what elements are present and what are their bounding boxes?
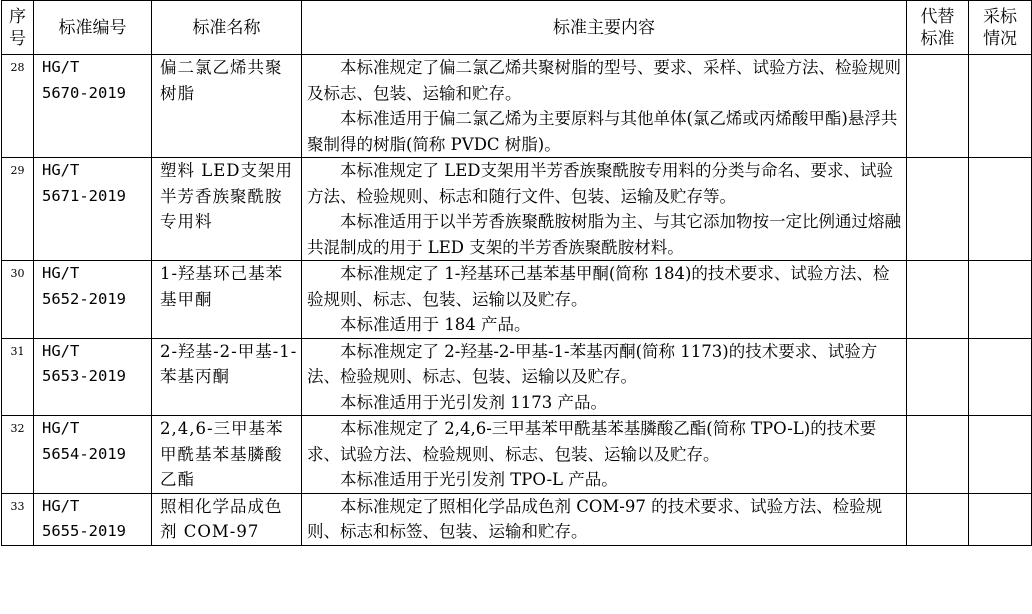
standard-content (302, 493, 907, 545)
replaces-standard (907, 158, 969, 261)
header-replaces-label: 代替 标准 (920, 6, 955, 49)
header-name-label: 标准名称 (192, 17, 261, 38)
standard-code-text: HG/T 5671-2019 (42, 161, 126, 205)
row-number-text: 33 (10, 499, 25, 513)
standard-name (152, 416, 302, 494)
header-name (152, 1, 302, 55)
content-paragraph: 本标准规定了 2-羟基-2-甲基-1-苯基丙酮(简称 1173)的技术要求、试验方法、检验规则、标志、包装、运输以及贮存。 (307, 341, 878, 386)
table-row (2, 261, 1032, 339)
header-replaces (907, 1, 969, 55)
row-number-text: 32 (10, 422, 25, 435)
content-paragraph: 本标准规定了照相化学品成色剂 COM-97 的技术要求、试验方法、检验规则、标志和标签、包装、运输和贮存。 (307, 496, 883, 541)
standard-content (302, 55, 907, 158)
standard-name-text: 偏二氯乙烯共聚树脂 (160, 58, 283, 103)
content-paragraph: 本标准规定了 2,4,6-三甲基苯甲酰基苯基膦酸乙酯(简称 TPO-L)的技术要求、试验方法、检验规则、标志、包装、运输以及贮存。 (307, 419, 877, 464)
standard-name-text: 2-羟基-2-甲基-1-苯基丙酮 (160, 341, 298, 386)
standard-name (152, 338, 302, 416)
standard-name-text: 1-羟基环己基苯基甲酮 (160, 264, 284, 309)
content-paragraph: 本标准适用于 184 产品。 (340, 315, 531, 334)
replaces-standard (907, 261, 969, 339)
header-adoption-label: 采标 情况 (983, 6, 1017, 49)
content-paragraph: 本标准规定了偏二氯乙烯共聚树脂的型号、要求、采样、试验方法、检验规则及标志、包装、运输和贮存。 (307, 58, 901, 103)
content-paragraph: 本标准规定了 1-羟基环己基苯基甲酮(简称 184)的技术要求、试验方法、检验规则、标志、包装、运输以及贮存。 (307, 264, 890, 309)
adoption-status (969, 338, 1032, 416)
standard-content (302, 261, 907, 339)
adoption-status (969, 493, 1032, 545)
standard-code (34, 338, 152, 416)
table-row (2, 55, 1032, 158)
content-paragraph: 本标准适用于以半芳香族聚酰胺树脂为主、与其它添加物按一定比例通过熔融共混制成的用于 LED 支架的半芳香族聚酰胺材料。 (307, 212, 901, 257)
adoption-status (969, 261, 1032, 339)
header-code-label: 标准编号 (58, 17, 127, 38)
header-code (34, 1, 152, 55)
standard-code (34, 416, 152, 494)
standard-code (34, 158, 152, 261)
standard-name (152, 158, 302, 261)
row-number (2, 55, 34, 158)
standard-name-text: 塑料 LED支架用半芳香族聚酰胺专用料 (160, 161, 293, 231)
standard-content (302, 416, 907, 494)
content-paragraph: 本标准适用于光引发剂 1173 产品。 (340, 392, 607, 412)
row-number (2, 493, 34, 545)
standard-code-text: HG/T 5652-2019 (42, 264, 126, 308)
table-row (2, 338, 1032, 416)
replaces-standard (907, 338, 969, 416)
standard-code (34, 261, 152, 339)
standard-code-text: HG/T 5653-2019 (42, 341, 126, 385)
table-row (2, 493, 1032, 545)
table-row (2, 416, 1032, 494)
standard-code (34, 55, 152, 158)
row-number (2, 261, 34, 339)
header-row (2, 1, 1032, 55)
standard-code-text: HG/T 5654-2019 (42, 419, 126, 463)
row-number-text: 29 (10, 164, 25, 177)
adoption-status (969, 55, 1032, 158)
standard-code-text: HG/T 5655-2019 (42, 496, 126, 540)
row-number-text: 30 (10, 267, 25, 280)
replaces-standard (907, 55, 969, 158)
replaces-standard (907, 416, 969, 494)
standard-name-text: 照相化学品成色剂 COM-97 (160, 496, 283, 541)
row-number-text: 28 (10, 61, 25, 74)
standard-name (152, 55, 302, 158)
standard-name (152, 493, 302, 545)
header-no-label: 序 号 (9, 6, 26, 49)
standard-code-text: HG/T 5670-2019 (42, 58, 126, 102)
row-number (2, 158, 34, 261)
standard-code (34, 493, 152, 545)
row-number (2, 338, 34, 416)
row-number (2, 416, 34, 494)
standard-content (302, 338, 907, 416)
adoption-status (969, 416, 1032, 494)
row-number-text: 31 (10, 344, 25, 358)
header-content-label: 标准主要内容 (553, 17, 655, 38)
header-adoption (969, 1, 1032, 55)
content-paragraph: 本标准适用于光引发剂 TPO-L 产品。 (340, 470, 618, 489)
standard-content (302, 158, 907, 261)
replaces-standard (907, 493, 969, 545)
standard-name (152, 261, 302, 339)
header-content (302, 1, 907, 55)
table-row (2, 158, 1032, 261)
standard-name-text: 2,4,6-三甲基苯甲酰基苯基膦酸乙酯 (160, 419, 284, 489)
header-no (2, 1, 34, 55)
content-paragraph: 本标准规定了 LED支架用半芳香族聚酰胺专用料的分类与命名、要求、试验方法、检验规则、标志和随行文件、包装、运输及贮存等。 (307, 161, 893, 206)
standards-table (1, 0, 1032, 546)
adoption-status (969, 158, 1032, 261)
content-paragraph: 本标准适用于偏二氯乙烯为主要原料与其他单体(氯乙烯或丙烯酸甲酯)悬浮共聚制得的树脂(简称 PVDC 树脂)。 (307, 109, 898, 154)
